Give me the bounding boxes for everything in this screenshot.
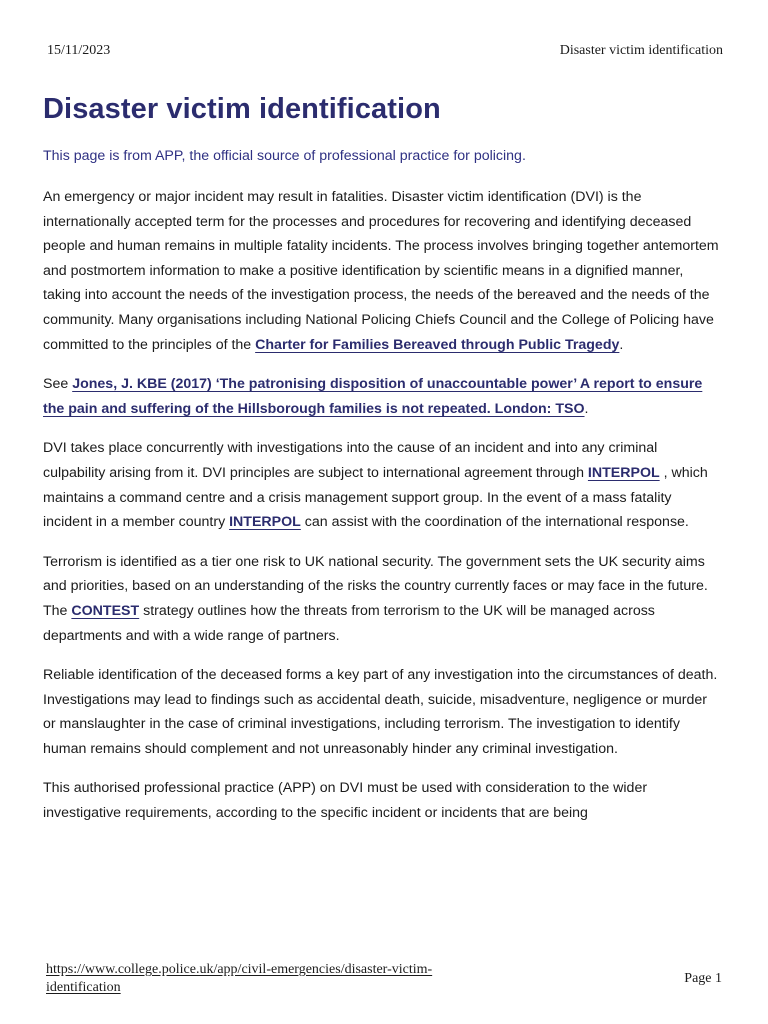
paragraph-see-report [43, 372, 722, 421]
print-footer [46, 961, 722, 997]
paragraph-terrorism [43, 550, 722, 648]
paragraph-text: DVI takes place concurrently with investigations into the cause of an incident and into any criminal culpability arising from it. DVI principles are subject to international agreement through [43, 440, 658, 481]
page-title: Disaster victim identification [43, 93, 441, 125]
page-number: Page 1 [684, 971, 722, 986]
paragraph-app-dvi: This authorised professional practice (APP) on DVI must be used with consideration to the wider investigative requirements, according to the specific incident or incidents that are being [43, 780, 648, 822]
paragraph-interpol [43, 436, 722, 534]
paragraph-text: strategy outlines how the threats from terrorism to the UK will be managed across departments and with a wide range of partners. [43, 602, 655, 644]
interpol-link[interactable]: INTERPOL [587, 464, 660, 481]
paragraph-text: Terrorism is identified as a tier one risk to UK national security. The government sets the UK security aims and priorities, based on an understanding of the risks the country currently faces or may face in the future. The [43, 553, 708, 619]
interpol-link-2[interactable]: INTERPOL [229, 514, 301, 531]
source-note: This page is from APP, the official source of professional practice for policing. [43, 148, 526, 164]
paragraph-text: can assist with the coordination of the international response. [300, 514, 689, 531]
paragraph-dvi-intro [43, 185, 722, 357]
print-date: 15/11/2023 [47, 43, 111, 58]
paragraph-end: . [584, 400, 589, 417]
contest-link[interactable]: CONTEST [71, 602, 140, 619]
paragraph-text: See [43, 376, 73, 393]
print-header [47, 43, 723, 59]
hillsborough-report-link[interactable]: Jones, J. KBE (2017) ‘The patronising disposition of unaccountable power’ A report to ensure the pain and suffering of the Hillsborough families is not repeated. London: TSO [43, 376, 703, 417]
charter-link[interactable]: Charter for Families Bereaved through Public Tragedy [255, 336, 620, 353]
paragraph-text: An emergency or major incident may result in fatalities. Disaster victim identification (DVI) is the internationally accepted term for the processes and procedures for recovering and identifying deceased people and human remains in multiple fatality incidents. The process involves bringing together antemortem and postmortem information to make a positive identification by scientific means in a dignified manner, taking into account the needs of the investigation process, the needs of the bereaved and the needs of the community. Many organisations including National Policing Chiefs Council and the College of Policing have committed to the principles of the [43, 189, 719, 353]
print-doc-title: Disaster victim identification [559, 43, 723, 58]
article-content [43, 93, 722, 841]
paragraph-identification: Reliable identification of the deceased forms a key part of any investigation into the circumstances of death. Investigations may lead to findings such as accidental death, suicide, misadventure, negligence or murder or manslaughter in the case of criminal investigations, including terrorism. The investigation to identify human remains should complement and not unreasonably hinder any criminal investigation. [43, 667, 718, 757]
footer-url[interactable]: https://www.college.police.uk/app/civil-emergencies/disaster-victim-identification [46, 962, 433, 995]
paragraph-text: , which maintains a command centre and a crisis management support group. In the event of a mass fatality incident in a member country [43, 464, 708, 531]
paragraph-end: . [619, 336, 624, 353]
